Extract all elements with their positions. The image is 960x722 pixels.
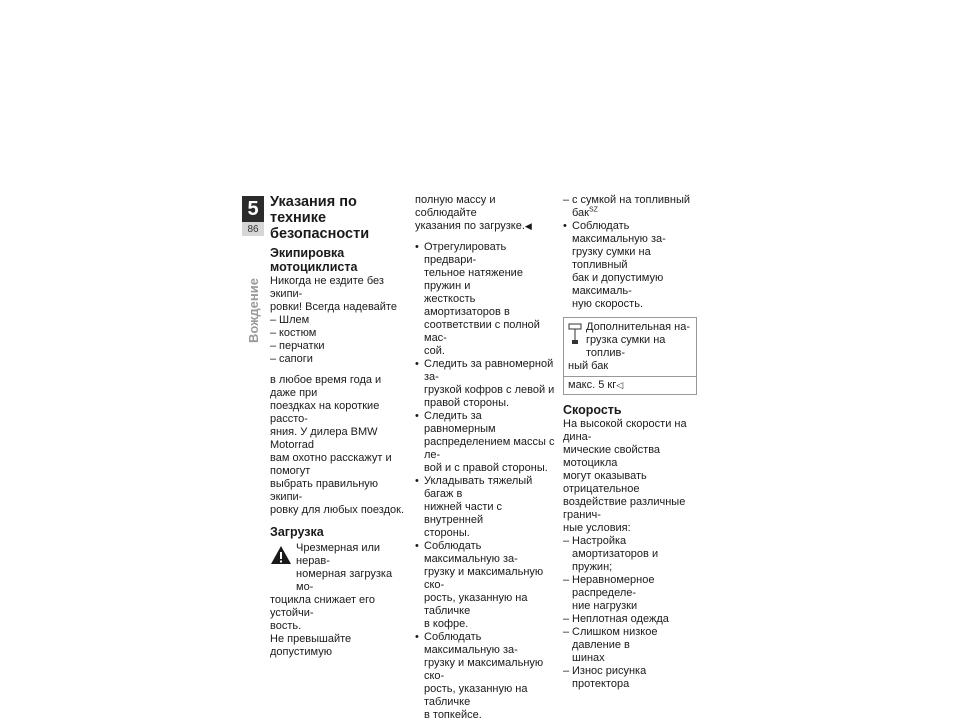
list-item: • Соблюдать максимальную за- грузку и максимальную ско- рость, указанную на табличке в кофре. <box>415 540 555 631</box>
speed-conditions <box>563 535 703 691</box>
gear-outro: в любое время года и даже при поездках на короткие рассто- яния. У дилера BMW Motorrad вам охотно расскажут и помогут выбрать правильную экипи- ровку для любых поездок. <box>270 374 405 516</box>
page-number: 86 <box>242 222 264 236</box>
list-item: – сапоги <box>270 353 408 366</box>
list-item: • Отрегулировать предвари- тельное натяжение пружин и жесткость амортизаторов в соответствии с полной мас- сой. <box>415 241 555 358</box>
gear-list <box>270 314 408 366</box>
list-item: – Неплотная одежда <box>563 613 703 626</box>
list-item: – Настройка амортизаторов и пружин; <box>563 535 703 574</box>
tankbag-dash-list <box>563 194 703 220</box>
section-title: Указания по технике безопасности <box>270 194 370 242</box>
list-item: – Шлем <box>270 314 408 327</box>
list-item: – костюм <box>270 327 408 340</box>
list-item: – Неравномерное распределе- ние нагрузки <box>563 574 703 613</box>
load-heading: Загрузка <box>270 525 324 539</box>
list-item: • Соблюдать максимальную за- грузку и максимальную ско- рость, указанную на табличке в топкейсе. <box>415 631 555 722</box>
spec-value: макс. 5 кг◁ <box>568 379 624 391</box>
warning-block: Чрезмерная или нерав- номерная загрузка мо- тоцикла снижает его устойчи- вость. <box>270 542 393 632</box>
load-text: Не превышайте допустимую <box>270 633 352 658</box>
list-item: – Слишком низкое давление в шинах <box>563 626 703 665</box>
list-item: – Износ рисунка протектора <box>563 665 703 691</box>
weight-icon <box>568 323 582 345</box>
list-item: – с сумкой на топливный бак$^{SZ}$ <box>563 194 703 220</box>
chapter-title <box>242 275 264 345</box>
chapter-number: 5 <box>242 196 264 222</box>
column-3 <box>563 194 703 691</box>
warning-icon <box>270 545 292 565</box>
chapter-marker <box>242 196 266 236</box>
spec-label: Дополнительная на- грузка сумки на топлив- ный бак <box>564 318 696 377</box>
list-item: • Соблюдать максимальную за- грузку сумки на топливный бак и допустимую максималь- ную скорость. <box>563 220 703 311</box>
end-mark-icon: ◁ <box>616 380 624 390</box>
list-item: • Следить за равномерным распределением массы с ле- вой и с правой стороны. <box>415 410 555 475</box>
load-bullets <box>415 241 555 722</box>
column-2 <box>415 194 555 722</box>
list-item: • Следить за равномерной за- грузкой кофров с левой и правой стороны. <box>415 358 555 410</box>
chapter-title-text: Вождение <box>245 277 261 343</box>
gear-intro: Никогда не ездите без экипи- ровки! Всегда надевайте <box>270 275 397 313</box>
tankbag-bullets <box>563 220 703 311</box>
column-1 <box>270 194 408 659</box>
load-intro: полную массу и соблюдайте указания по загрузке.◀ <box>415 194 532 232</box>
speed-heading: Скорость <box>563 403 622 417</box>
list-item: • Укладывать тяжелый багаж в нижней части с внутренней стороны. <box>415 475 555 540</box>
spec-table <box>563 317 697 395</box>
end-mark-icon: ◀ <box>524 221 532 231</box>
speed-intro: На высокой скорости на дина- мические свойства мотоцикла могут оказывать отрицательное воздействие различные гранич- ные условия: <box>563 418 687 534</box>
list-item: – перчатки <box>270 340 408 353</box>
gear-heading: Экипировка мотоциклиста <box>270 246 358 274</box>
